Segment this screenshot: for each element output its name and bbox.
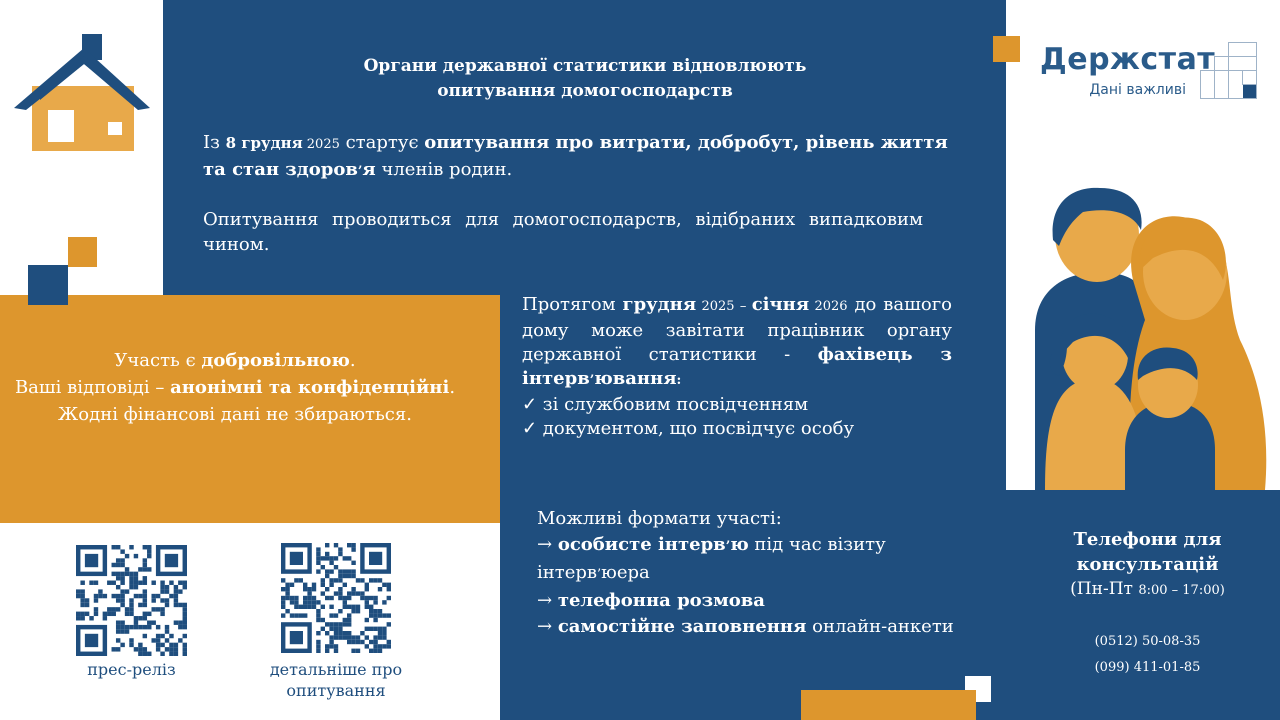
qr-code-icon[interactable] (76, 545, 187, 656)
format-bold: телефонна розмова (557, 590, 765, 611)
phone-2[interactable]: (099) 411-01-85 (1094, 660, 1201, 675)
year: 2025 – (696, 299, 752, 314)
apostrophe: ’ (597, 567, 602, 582)
formats-title: Можливі формати участі: (537, 508, 782, 529)
text: Опитування проводиться для домогосподарств, відібраних випадковим чином. (203, 209, 923, 255)
participation-line-3 (0, 401, 470, 428)
text: Із (203, 132, 226, 153)
format-bold: самостійне заповнення (557, 616, 807, 637)
participation-text (0, 347, 470, 428)
qr-details-label-1: детальніше про (269, 660, 403, 679)
format-item-1 (537, 532, 957, 588)
text: (Пн-Пт (1070, 579, 1139, 599)
house-icon (10, 30, 155, 155)
contacts-title-2: консультацій (1076, 554, 1219, 575)
month: грудня (622, 294, 697, 315)
text: стартує (339, 132, 425, 153)
interviewer: фахівець з інтерв (522, 344, 952, 389)
decor-square (993, 36, 1020, 62)
qr-details-label (240, 659, 432, 701)
check-item-id: ✓ зі службовим посвідченням (522, 394, 809, 415)
logo-grid-icon (1200, 42, 1257, 99)
text: . (349, 350, 356, 371)
qr-details-label-2: опитування (286, 681, 386, 700)
text: до вашого дому може завітати працівник органу державної статистики - (522, 294, 952, 365)
title-line-1: Органи державної статистики відновлюють (363, 56, 807, 76)
contacts-block (1030, 527, 1265, 681)
survey-topic: опитування про витрати, добробут, рівень життя та стан здоров (203, 132, 948, 180)
format-item-3 (537, 614, 957, 640)
apostrophe: ’ (357, 164, 363, 179)
contacts-hours (1030, 577, 1265, 603)
text: Протягом (522, 294, 623, 315)
participation-formats (537, 506, 957, 640)
participation-line-1 (0, 347, 470, 374)
colon: : (676, 373, 682, 388)
qr-press-release[interactable] (76, 545, 187, 656)
text: . (449, 377, 456, 398)
contacts-title-1: Телефони для (1073, 529, 1222, 550)
intro-paragraph-1 (203, 130, 973, 184)
text: . (406, 404, 412, 425)
arrow: → (537, 534, 558, 555)
arrow: → (537, 616, 558, 637)
visit-info (522, 293, 952, 441)
text: Жодні фінансові дані не збираються (58, 404, 407, 425)
voluntary: добровільною (201, 350, 350, 371)
text: Ваші відповіді – (14, 377, 171, 398)
interviewer-end: ювання (594, 368, 677, 389)
anonymous: анонімні та конфіденційні (170, 377, 450, 398)
arrow: → (537, 590, 558, 611)
logo-tagline: Дані важливі (1089, 82, 1186, 98)
hours: 8:00 – 17:00) (1138, 583, 1225, 598)
text: членів родин. (375, 159, 513, 180)
year: 2026 (809, 299, 848, 314)
text: під час візиту інтерв (537, 534, 886, 583)
qr-press-label: прес-реліз (87, 660, 176, 679)
decor-square (28, 265, 68, 305)
check-item-document: ✓ документом, що посвідчує особу (522, 418, 855, 439)
participation-line-2 (0, 374, 470, 401)
page-title (270, 54, 900, 104)
family-illustration (1025, 180, 1270, 490)
year: 2025 (302, 137, 340, 152)
format-item-2 (537, 588, 957, 614)
format-bold: особисте інтерв (557, 534, 726, 555)
survey-topic-end: я (362, 159, 376, 180)
format-bold: ю (730, 534, 749, 555)
qr-details[interactable] (281, 543, 391, 653)
decor-square (68, 237, 97, 267)
text: Участь є (114, 350, 202, 371)
apostrophe: ’ (589, 373, 595, 388)
phone-1[interactable]: (0512) 50-08-35 (1094, 634, 1201, 649)
apostrophe: ’ (725, 539, 731, 554)
logo[interactable] (1040, 40, 1216, 100)
decor-bar (801, 690, 976, 720)
intro-paragraph-2 (203, 207, 923, 257)
logo-name: Держстат (1040, 42, 1216, 77)
text: онлайн-анкети (806, 616, 954, 637)
title-line-2: опитування домогосподарств (437, 81, 733, 101)
text: юера (601, 562, 650, 583)
month: січня (751, 294, 810, 315)
qr-code-icon[interactable] (281, 543, 391, 653)
date-start: 8 грудня (225, 134, 303, 152)
